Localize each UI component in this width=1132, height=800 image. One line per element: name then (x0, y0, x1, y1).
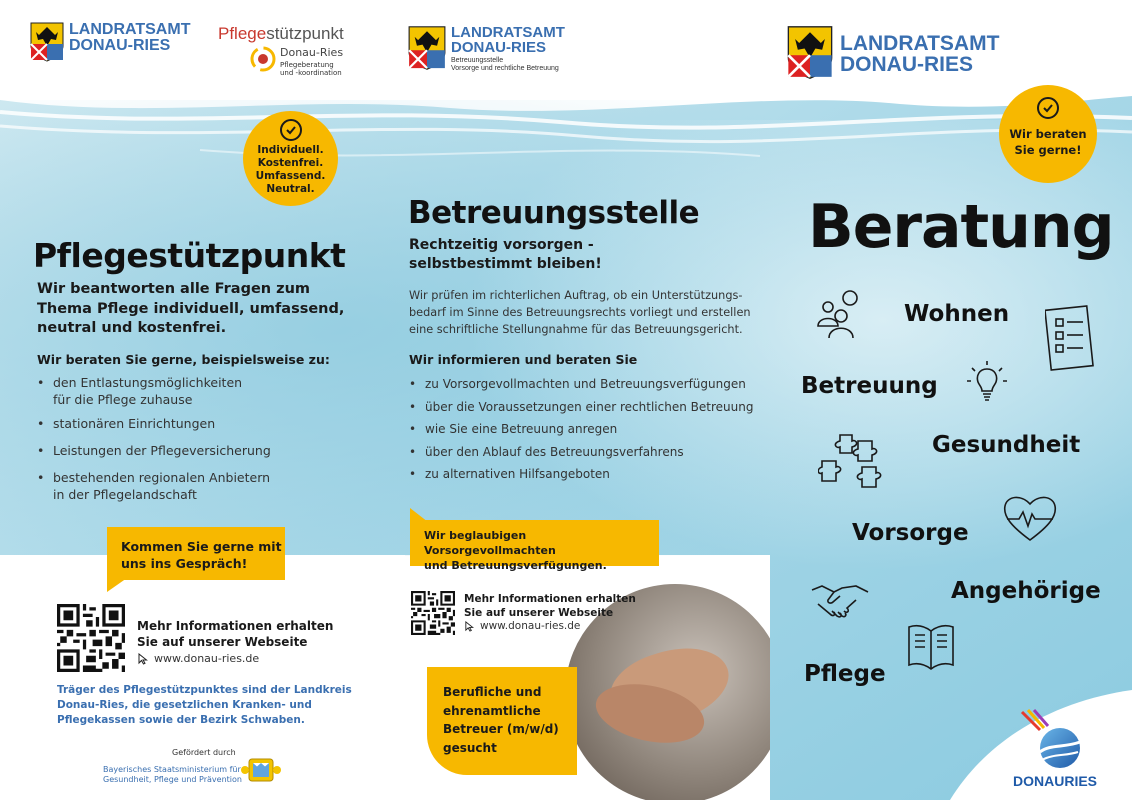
pflegestuetzpunkt-logo (218, 24, 368, 77)
topic-pflege: Pflege (804, 661, 886, 687)
betreuungsstelle-lead (409, 236, 602, 274)
lightbulb-icon (966, 360, 1008, 404)
left-badge (243, 111, 338, 206)
logo-line2: Donau-Ries (280, 46, 344, 59)
beratung-title: Beratung (808, 192, 1114, 262)
list-item-text: in der Pflegelandschaft (53, 487, 197, 502)
logo-line1: LANDRATSAMT (840, 32, 1000, 55)
traeger-text (57, 683, 352, 729)
more-info-line: Mehr Informationen erhalten (137, 619, 334, 633)
badge-line: Kostenfrei. (257, 157, 324, 170)
logo-title-colored: Pflege (218, 24, 267, 43)
logo-sub1: Pflegeberatung (280, 61, 334, 69)
callout-line: uns ins Gespräch! (121, 555, 248, 571)
callout-line: Kommen Sie gerne mit (121, 539, 282, 554)
more-info-line: Mehr Informationen erhalten (464, 593, 636, 605)
landratsamt-logo-2 (408, 25, 565, 73)
topic-gesundheit: Gesundheit (932, 432, 1081, 458)
list-item (37, 415, 271, 432)
cursor-icon (137, 653, 149, 665)
crest-icon (408, 25, 446, 71)
check-icon (280, 119, 302, 141)
logo-title-rest: stützpunkt (266, 24, 344, 43)
pflegestuetzpunkt-emblem-icon (250, 46, 276, 72)
betreuungsstelle-subheading: Wir informieren und beraten Sie (409, 352, 638, 367)
donauries-brand: DONAURIES (1013, 773, 1098, 789)
list-item: • über den Ablauf des Betreuungsverfahrens (409, 441, 753, 464)
callout-tail-icon (410, 508, 428, 522)
badge-line: Wir beraten (1009, 127, 1087, 141)
list-item: • wie Sie eine Betreuung anregen (409, 418, 753, 441)
badge-line: Sie gerne! (1014, 142, 1082, 157)
job-line: ehrenamtliche (443, 703, 541, 718)
qr-code-icon[interactable] (57, 604, 125, 672)
puzzle-icon (818, 431, 892, 491)
checklist-icon (1045, 305, 1097, 371)
qr-code-icon[interactable] (411, 591, 455, 635)
lead-line: Rechtzeitig vorsorgen - (409, 237, 594, 253)
url-text[interactable]: www.donau-ries.de (154, 652, 260, 665)
left-more-info (137, 618, 333, 650)
logo-line1: LANDRATSAMT (69, 21, 191, 38)
pflegestuetzpunkt-subheading: Wir beraten Sie gerne, beispielsweise zu: (37, 352, 330, 367)
people-chat-icon (815, 288, 863, 338)
list-item: • zu alternativen Hilfsangeboten (409, 463, 753, 486)
list-item: • zu Vorsorgevollmachten und Betreuungsverfügungen (409, 373, 753, 396)
crest-icon (30, 22, 64, 62)
lead-line: selbstbestimmt bleiben! (409, 255, 602, 272)
list-item-text: für die Pflege zuhause (53, 392, 193, 407)
topic-vorsorge: Vorsorge (852, 520, 969, 546)
logo-line1: LANDRATSAMT (451, 24, 565, 41)
url-text[interactable]: www.donau-ries.de (480, 620, 581, 632)
list-item (37, 469, 271, 503)
middle-web-link[interactable] (464, 620, 580, 632)
list-item-text: • Leistungen der Pflegeversicherung (53, 443, 271, 458)
cursor-icon (464, 621, 475, 632)
landratsamt-logo-3 (787, 25, 999, 80)
ministry-name (103, 765, 242, 785)
topic-betreuung: Betreuung (801, 373, 938, 399)
betreuungsstelle-bullets (409, 373, 753, 486)
callout-line: Wir beglaubigen Vorsorgevollmachten (424, 529, 556, 557)
left-callout (107, 527, 285, 580)
job-line: Berufliche und (443, 685, 542, 699)
badge-line: Individuell. (257, 144, 324, 156)
gefoerdert-label: Gefördert durch (172, 748, 236, 757)
job-line: Betreuer (m/w/d) (443, 722, 559, 737)
check-icon (1037, 97, 1059, 119)
traeger-line: Träger des Pflegestützpunktes sind der Landkreis (57, 684, 352, 696)
badge-line: Umfassend. (255, 170, 326, 183)
betreuungsstelle-title: Betreuungsstelle (408, 195, 700, 231)
crest-icon (787, 25, 833, 80)
ministry-line: Bayerisches Staatsministerium für (103, 765, 241, 774)
topic-angehoerige: Angehörige (951, 578, 1101, 604)
logo-line2: DONAU-RIES (840, 53, 974, 76)
logo-sub2: und -koordination (280, 69, 342, 78)
topic-wohnen: Wohnen (904, 301, 1010, 327)
para-line: bedarf im Sinne des Betreuungsrechts vorliegt und erstellen (409, 305, 751, 319)
bavarian-crest-icon (240, 757, 282, 783)
badge-line: Neutral. (266, 183, 315, 196)
middle-callout (410, 520, 659, 572)
pflegestuetzpunkt-bullets (37, 374, 271, 503)
book-icon (905, 621, 957, 671)
job-line: gesucht (443, 740, 497, 755)
traeger-line: Pflegekassen sowie der Bezirk Schwaben. (57, 714, 305, 727)
list-item-text: • stationären Einrichtungen (53, 416, 216, 431)
donauries-logo-icon (1016, 708, 1088, 770)
left-web-link[interactable] (137, 652, 259, 665)
list-item (37, 374, 271, 408)
more-info-line: Sie auf unserer Webseite (464, 606, 614, 619)
para-line: Wir prüfen im richterlichen Auftrag, ob ein Unterstützungs- (409, 289, 743, 302)
ministry-line: Gesundheit, Pflege und Prävention (103, 775, 242, 784)
handshake-icon (810, 580, 870, 622)
logo-sub2: Vorsorge und rechtliche Betreuung (451, 65, 559, 73)
lead-line: Wir beantworten alle Fragen zum (37, 281, 311, 297)
para-line: eine schriftliche Stellungnahme für das Betreuungsgericht. (409, 322, 743, 336)
landratsamt-logo-1 (30, 22, 190, 62)
list-item-text: • bestehenden regionalen Anbietern (53, 470, 271, 485)
more-info-line: Sie auf unserer Webseite (137, 635, 308, 650)
pflegestuetzpunkt-lead (37, 280, 344, 339)
lead-line: neutral und kostenfrei. (37, 320, 227, 337)
logo-line2: DONAU-RIES (451, 39, 547, 56)
callout-line: und Betreuungsverfügungen. (424, 558, 607, 572)
job-callout (427, 667, 577, 775)
callout-tail-icon (107, 578, 127, 592)
pflegestuetzpunkt-title: Pflegestützpunkt (33, 236, 346, 275)
traeger-line: Donau-Ries, die gesetzlichen Kranken- und (57, 699, 312, 712)
heart-pulse-icon (1001, 492, 1059, 544)
lead-line: Thema Pflege individuell, umfassend, (37, 300, 345, 317)
logo-line2: DONAU-RIES (69, 37, 171, 54)
list-item-text: • den Entlastungsmöglichkeiten (53, 375, 243, 390)
middle-more-info (464, 593, 636, 620)
betreuungsstelle-paragraph (409, 288, 751, 339)
list-item (37, 442, 271, 459)
logo-sub1: Betreuungsstelle (451, 57, 504, 64)
list-item: • über die Voraussetzungen einer rechtlichen Betreuung (409, 396, 753, 419)
right-badge (999, 85, 1097, 183)
